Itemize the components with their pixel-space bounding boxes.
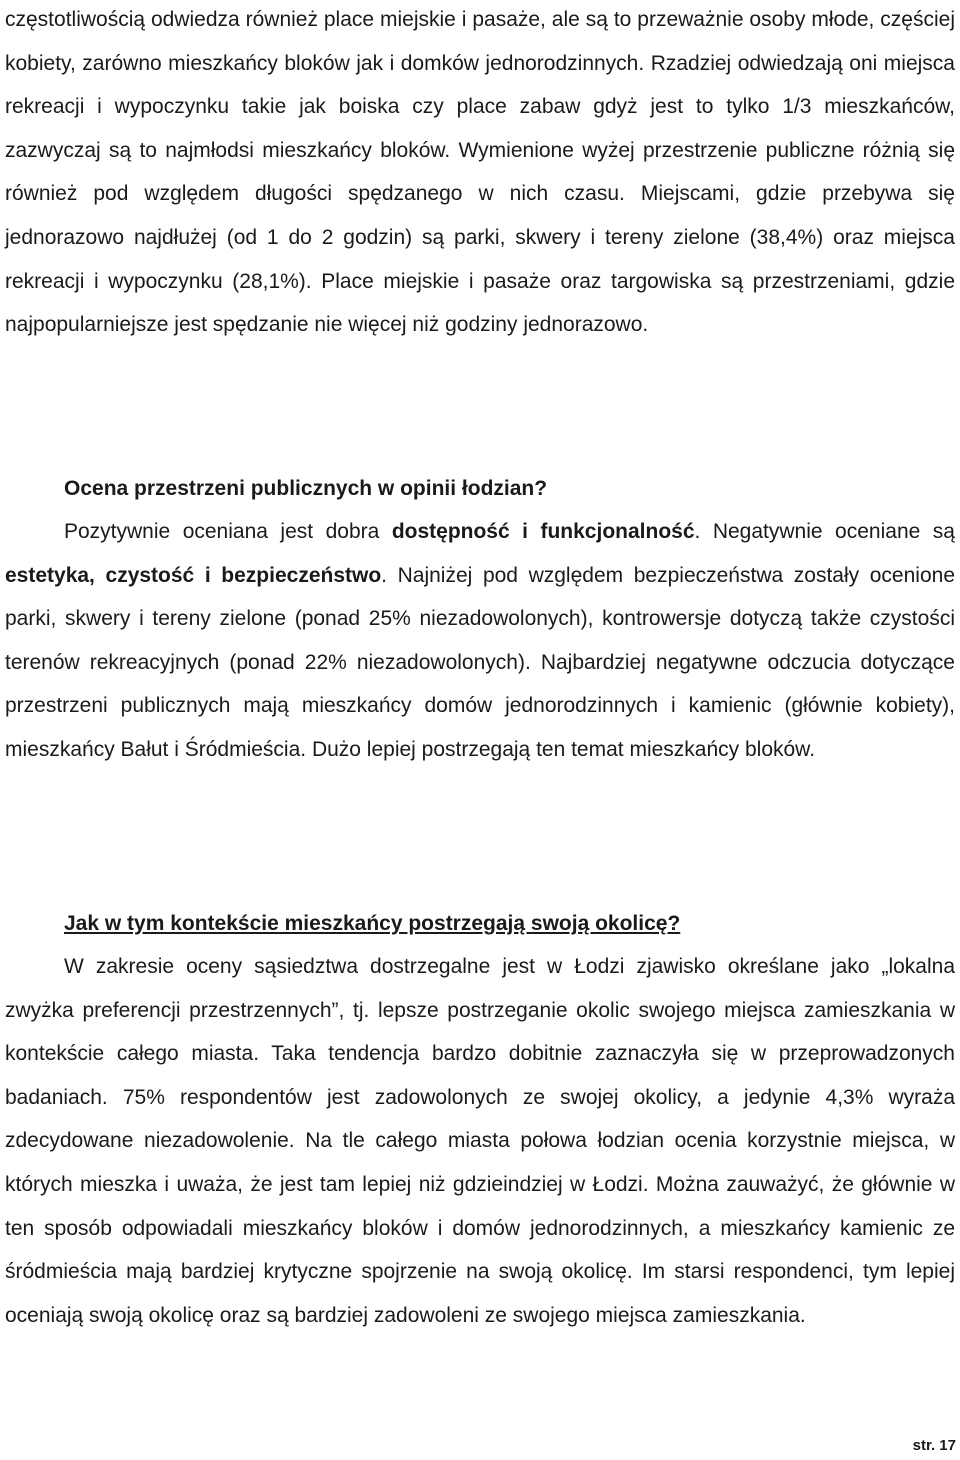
paragraph-evaluation-bold-1: dostępność i funkcjonalność (391, 520, 695, 543)
paragraph-evaluation (5, 510, 955, 772)
paragraph-evaluation-text-2: . Negatywnie oceniane są (694, 520, 955, 543)
paragraph-evaluation-bold-2: estetyka, czystość i bezpieczeństwo (5, 563, 382, 587)
section-heading-evaluation: Ocena przestrzeni publicznych w opinii łodzian? (64, 477, 548, 500)
page-number: str. 17 (912, 1437, 956, 1454)
section-heading-neighbourhood: Jak w tym kontekście mieszkańcy postrzegają swoją okolicę? (64, 912, 681, 935)
paragraph-neighbourhood (5, 945, 955, 1337)
paragraph-neighbourhood-text: W zakresie oceny sąsiedztwa dostrzegalne jest w Łodzi zjawisko określane jako „lokalna zwyżka preferencji przestrzennych”, tj. lepsze postrzeganie okolic swojego miejsca zamieszkania w kontekście całego miasta. Taka tendencja bardzo dobitnie zaznaczyła się w przeprowadzonych badaniach. 75% respondentów jest zadowolonych ze swojej okolicy, a jedynie 4,3% wyraża zdecydowane niezadowolenie. Na tle całego miasta połowa łodzian ocenia korzystnie miejsca, w których mieszka i uważa, że jest tam lepiej niż gdzieindziej w Łodzi. Można zauważyć, że głównie w ten sposób odpowiadali mieszkańcy bloków i domów jednorodzinnych, a mieszkańcy kamienic ze śródmieścia mają bardziej krytyczne spojrzenie na swoją okolicę. Im starsi respondenci, tym lepiej oceniają swoją okolicę oraz są bardziej zadowoleni ze swojego miejsca zamieszkania. (5, 955, 955, 1327)
paragraph-evaluation-text-1: Pozytywnie oceniana jest dobra (64, 520, 392, 543)
paragraph-public-spaces-usage: częstotliwością odwiedza również place miejskie i pasaże, ale są to przeważnie osoby młode, częściej kobiety, zarówno mieszkańcy bloków jak i domków jednorodzinnych. Rzadziej odwiedzają oni miejsca rekreacji i wypoczynku takie jak boiska czy place zabaw gdyż jest to tylko 1/3 mieszkańców, zazwyczaj są to najmłodsi mieszkańcy bloków. Wymienione wyżej przestrzenie publiczne różnią się również pod względem długości spędzanego w nich czasu. Miejscami, gdzie przebywa się jednorazowo najdłużej (od 1 do 2 godzin) są parki, skwery i tereny zielone (38,4%) oraz miejsca rekreacji i wypoczynku (28,1%). Place miejskie i pasaże oraz targowiska są przestrzeniami, gdzie najpopularniejsze jest spędzanie nie więcej niż godziny jednorazowo. (5, 8, 955, 337)
paragraph-evaluation-text-3: . Najniżej pod względem bezpieczeństwa zostały ocenione parki, skwery i tereny zielone (ponad 25% niezadowolonych), kontrowersje dotyczą także czystości terenów rekreacyjnych (ponad 22% niezadowolonych). Najbardziej negatywne odczucia dotyczące przestrzeni publicznych mają mieszkańcy domów jednorodzinnych i kamienic (głównie kobiety), mieszkańcy Bałut i Śródmieścia. Dużo lepiej postrzegają ten temat mieszkańcy bloków. (5, 563, 955, 761)
